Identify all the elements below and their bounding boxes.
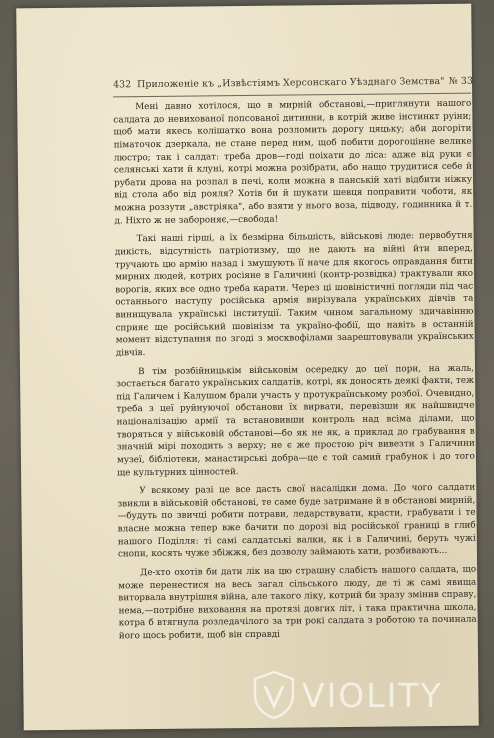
paragraph-4: У всякому разі це все дасть свої насалідки дома. До чого салдати звикли в військовій обстанові, те саме буде затримане й в обстанові мирній,—будуть по звичці робити потрави, ледарствувати, красти, грабувати і те власне можна тепер вже бачити по дорозі від російської границі в глиб нашого Поділля: ті самі салдатські валки, як і в Галичині, беруть чужі снопи, косять чуже збіжжя, без дозволу займають хати, розбивають... [117,482,476,560]
paragraph-2: Такі наші гірші, а їх безмірна більшість, військові люде: первобутня дикість, відсутність патріотизму, що не дають на війні йти вперед, тручають цю армію назад і змушують її наче для якогось оправдання бити мирних людей, котрих росіяне в Галичині (контр-розвідка) трактували яко ворогів, яких все одно треба карати. Через ці шовіністичні погляди під час останнього наступу російська армія вирізувала українських дівчів та винищувала українські інституції. Таким чином загальному здичавінню сприяє ще російський шовінізм та україно-фобії, що навіть в останній момент відступання по згоді з москвофілами заарештовували українських дівчів. [114,230,474,359]
shield-mark-icon [252,670,296,720]
issue-number: № 33 [448,75,474,87]
document-body [113,98,477,643]
header-title: Приложеніе къ „Извѣстіямъ Херсонскаго Уѣзднаго Земства" [136,75,445,91]
paragraph-3: В тім розбійницькім військовім осередку до цеї пори, на жаль, зостається багато українських салдатів, котрі, як доносять деякі факти, теж під Галичем і Калушом брали участь у протукраїнському розбої. Очевидно, треба з цеї руйнуючої обстанови їх вирвати, перевізши як найшвидче націоналізацію армії та встановивши контроль над всіма ділами, що творяться у військовій обстанові—бо як не як, а приклад до грабування в значній мірі походить з верху; не є же простою річ вивезти з Галичини музеї, бібліотеки, манастирські добра—це є той самий грабунок і до того ще культурних цінностей. [116,363,476,478]
document-page [16,4,479,731]
watermark [252,668,477,724]
page-number: 432 [112,79,132,91]
paragraph-5: Де-хто охотів би дати лік на цю страшну слабість нашого салдата, що може перенестися на весь загал сільського люду, де ті ж самі явища виторвала внутрішня війна, але такого ліку, котрий би зразу змінив справу, нема,—потрібне виховання на протязі довгих літ, і така практична школа, котра б втягнула розледачілого за три рокі салдата з роботою та починала його щось робити, щоб він справді [118,564,477,642]
paragraph-1: Мені давно хотілося, що в мирній обстанові,—приглянути нашого салдата до невихованої попсованої дитинни, в котрій живе інстинкт руіни; щоб мати якесь колішатко вона розломить дорогу цяцьку; аби догоріти піматочок дзеркала, не стане перед ним, щоб побити дорогоцінне велике люстро; так і салдат: треба дров—годі поіхати до ліса: адже від руки є селянські хати й клуні, котрі можна розібрати, або нащо трудитися себе й рубати дрова на розпал в печі, коли можна в панській хаті відбити ніжку від стола або від рояля? Хотів би й шукати шевця поправити чоботи, як можна роззути „австріяка", або взяти у нього воза, підводу, годинника й т. д. Ніхто ж не забороняє,—свобода! [113,98,473,227]
watermark-brand: VIOLITY [302,676,443,715]
